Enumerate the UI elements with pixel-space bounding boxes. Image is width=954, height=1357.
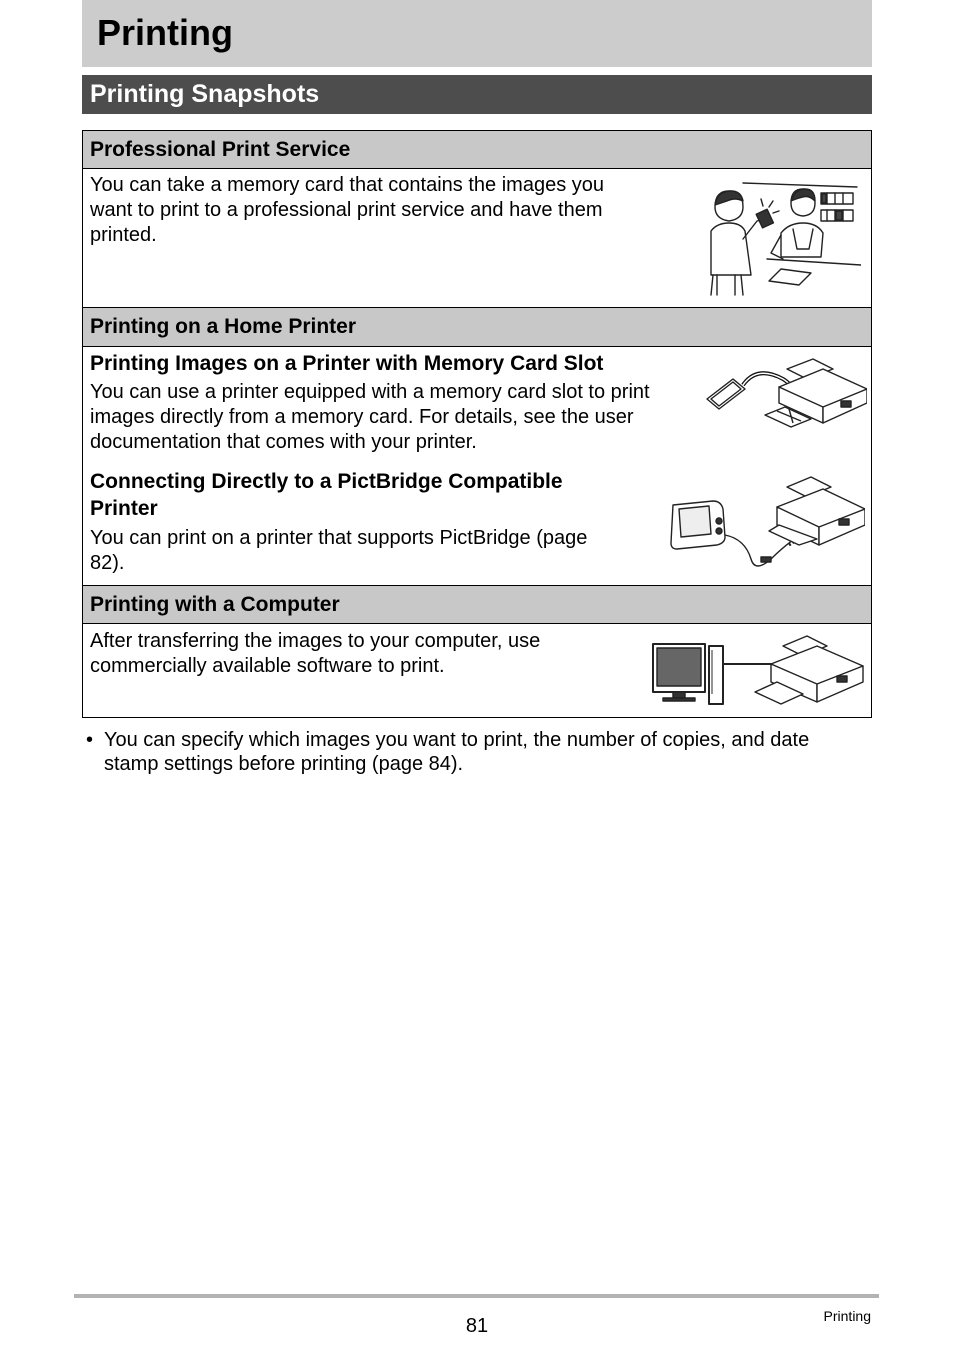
card-slot-printer-illustration bbox=[703, 355, 867, 433]
computer-printer-illustration bbox=[651, 634, 865, 708]
memory-card-icon bbox=[756, 199, 779, 228]
monitor-icon bbox=[653, 644, 705, 701]
pictbridge-title: Connecting Directly to a PictBridge Compatible Printer bbox=[90, 470, 563, 520]
footer-section-label: Printing bbox=[823, 1308, 871, 1324]
professional-print-text: You can take a memory card that contains the images you want to print to a professional print service and have them printed. bbox=[90, 174, 604, 246]
printer-icon bbox=[769, 477, 865, 545]
computer-heading: Printing with a Computer bbox=[90, 593, 340, 616]
bullet: • bbox=[86, 729, 94, 751]
computer-text: After transferring the images to your computer, use commercially available software to print. bbox=[90, 630, 541, 677]
card-slot-text: You can use a printer equipped with a memory card slot to print images directly from a memory card. For details, see the user documentation that comes with your printer. bbox=[90, 381, 650, 453]
printing-note bbox=[86, 728, 866, 776]
professional-print-heading-row bbox=[83, 131, 871, 169]
pictbridge-text: You can print on a printer that supports PictBridge (page 82). bbox=[90, 527, 588, 574]
chapter-header bbox=[82, 0, 872, 67]
card-slot-title: Printing Images on a Printer with Memory Card Slot bbox=[90, 352, 604, 375]
camera-icon bbox=[671, 501, 725, 549]
computer-heading-row bbox=[83, 586, 871, 624]
clerk-figure bbox=[771, 189, 823, 259]
chapter-title: Printing bbox=[97, 12, 233, 53]
price-board-icon bbox=[821, 193, 853, 221]
computer-tower-icon bbox=[709, 646, 723, 704]
printer-icon bbox=[755, 636, 863, 704]
note-text: You can specify which images you want to print, the number of copies, and date stamp settings before printing (page 84). bbox=[104, 729, 810, 775]
footer-divider bbox=[74, 1294, 879, 1298]
customer-figure bbox=[711, 191, 765, 295]
memory-card-icon bbox=[707, 379, 745, 409]
professional-print-row bbox=[83, 169, 871, 308]
page-number: 81 bbox=[465, 1315, 489, 1337]
home-printer-heading-row bbox=[83, 308, 871, 347]
print-shop-illustration bbox=[701, 179, 861, 297]
computer-row bbox=[83, 624, 871, 717]
printer-icon bbox=[765, 359, 867, 427]
home-printer-heading: Printing on a Home Printer bbox=[90, 315, 357, 338]
section-title: Printing Snapshots bbox=[90, 80, 320, 108]
home-printer-row bbox=[83, 347, 871, 586]
professional-print-heading: Professional Print Service bbox=[90, 138, 351, 161]
printing-methods-table bbox=[82, 130, 872, 718]
pictbridge-illustration bbox=[669, 475, 865, 575]
section-header bbox=[82, 75, 872, 114]
